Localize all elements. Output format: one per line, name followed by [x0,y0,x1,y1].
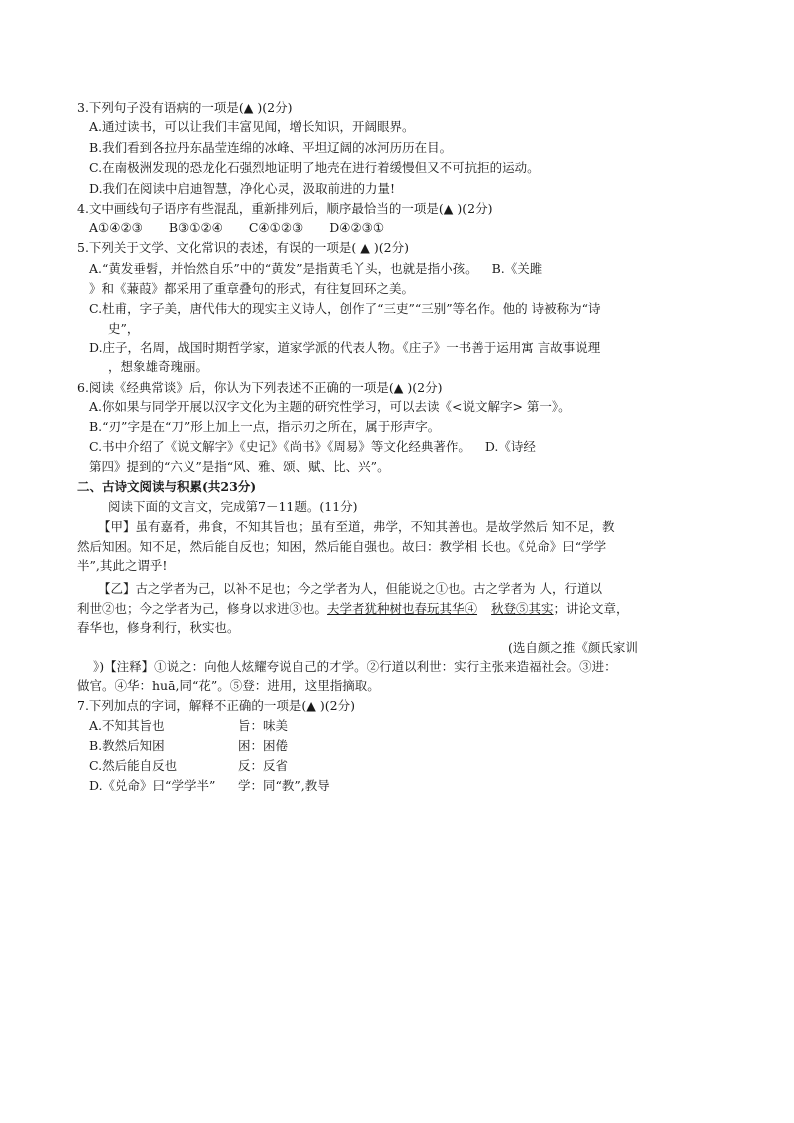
q3-option-d: D.我们在阅读中启迪智慧，净化心灵，汲取前进的力量! [89,181,396,196]
q7-gloss-d: 学：同“教”,教导 [238,778,330,793]
q4-option-d: D④②③① [329,220,385,235]
q6-option-d-start: D.《诗经 [484,439,536,454]
q7-gloss-a: 旨：味美 [238,718,289,733]
passage-yi-line2 [77,600,629,618]
q7-stem: 7.下列加点的字词，解释不正确的一项是(▲ )(2分) [77,698,355,713]
passage-yi-text-end: ；讲论文章， [553,601,629,616]
q3-option-b: B.我们看到各拉丹东晶莹连绵的冰峰、平坦辽阔的冰河历历在目。 [89,140,453,155]
q4-options [89,219,384,237]
underlined-sentence-part2: 秋登⑤其实 [491,601,554,616]
passage-jia-line3: 半”,其此之谓乎! [77,558,168,573]
q5-option-c: C.杜甫，字子美，唐代伟大的现实主义诗人，创作了“三吏”“三别”等名作。他的 诗被称为“诗 [89,301,601,316]
passage-yi-line1: 【乙】古之学者为己，以补不足也；今之学者为人，但能说之①也。古之学者为 人，行道以 [98,581,602,596]
passage-jia-line1: 【甲】虽有嘉肴，弗食，不知其旨也；虽有至道，弗学，不知其善也。是故学然后 知不足，教 [98,519,615,534]
q5-option-a-line [89,260,542,278]
q5-option-a: A.“黄发垂髫，并怡然自乐”中的“黄发”是指黄毛丫头，也就是指小孩。 [89,261,478,276]
q4-stem: 4.文中画线句子语序有些混乱，重新排列后，顺序最恰当的一项是(▲ )(2分) [77,201,493,216]
q6-option-c-line [89,438,536,456]
q5-option-c-cont: 史”， [108,321,140,336]
q6-option-a: A.你如果与同学开展以汉字文化为主题的研究性学习，可以去读《<说文解字> 第一》。 [89,399,571,414]
passage-yi-text: 利世②也；今之学者为己，修身以求进③也。 [77,601,328,616]
q5-option-b-cont: 》和《蒹葭》都采用了重章叠句的形式，有往复回环之美。 [89,281,415,296]
section-heading: 二、古诗文阅读与积累(共23分) [77,479,257,494]
q5-option-d: D.庄子，名周，战国时期哲学家，道家学派的代表人物。《庄子》一书善于运用寓 言故事说理 [89,340,601,355]
q7-option-b: B.教然后知困 [89,738,165,753]
underlined-sentence-part1: 夫学者犹种树也春玩其华④ [327,601,478,616]
q3-option-c: C.在南极洲发现的恐龙化石强烈地证明了地壳在进行着缓慢但又不可抗拒的运动。 [89,160,540,175]
q3-option-a: A.通过读书，可以让我们丰富见闻，增长知识，开阔眼界。 [89,119,415,134]
reading-intro: 阅读下面的文言文，完成第7－11题。(11分) [108,499,358,514]
annotations-line2: 做官。④华：huā,同“花”。⑤登：进用，这里指摘取。 [77,678,380,693]
q7-option-a: A.不知其旨也 [89,718,165,733]
q4-option-a: A①④②③ [89,220,143,235]
q4-option-c: C④①②③ [248,220,304,235]
q4-option-b: B③①②④ [168,220,223,235]
q7-gloss-b: 困：困倦 [238,738,289,753]
q5-option-d-cont: ，想象雄奇瑰丽。 [108,359,209,374]
q6-stem: 6.阅读《经典常谈》后，你认为下列表述不正确的一项是(▲ )(2分) [77,380,443,395]
q5-option-b-start: B.《关雎 [491,261,543,276]
q7-gloss-c: 反：反省 [238,758,289,773]
passage-jia-line2: 然后知困。知不足，然后能自反也；知困，然后能自强也。故曰：教学相 长也。《兑命》曰“学学 [77,539,607,554]
q6-option-c: C.书中介绍了《说文解字》《史记》《尚书》《周易》等文化经典著作。 [89,439,471,454]
passage-yi-line3: 春华也，修身利行，秋实也。 [77,620,240,635]
q7-option-c: C.然后能自反也 [89,758,178,773]
annotations-line1: 》)【注释】①说之：向他人炫耀夸说自己的才学。②行道以利世：实行主张来造福社会。③进： [93,659,617,674]
q6-option-d-cont: 第四》提到的“六义”是指“风、雅、颂、赋、比、兴”。 [89,459,390,474]
q6-option-b: B.“刃”字是在“刀”形上加上一点，指示刃之所在，属于形声字。 [89,419,441,434]
q7-option-d: D.《兑命》曰“学学半” [89,778,216,793]
q3-stem: 3.下列句子没有语病的一项是(▲ )(2分) [77,100,293,115]
q5-stem: 5.下列关于文学、文化常识的表述，有误的一项是( ▲ )(2分) [77,240,409,255]
source-citation: (选自颜之推《颜氏家训 [508,640,638,655]
